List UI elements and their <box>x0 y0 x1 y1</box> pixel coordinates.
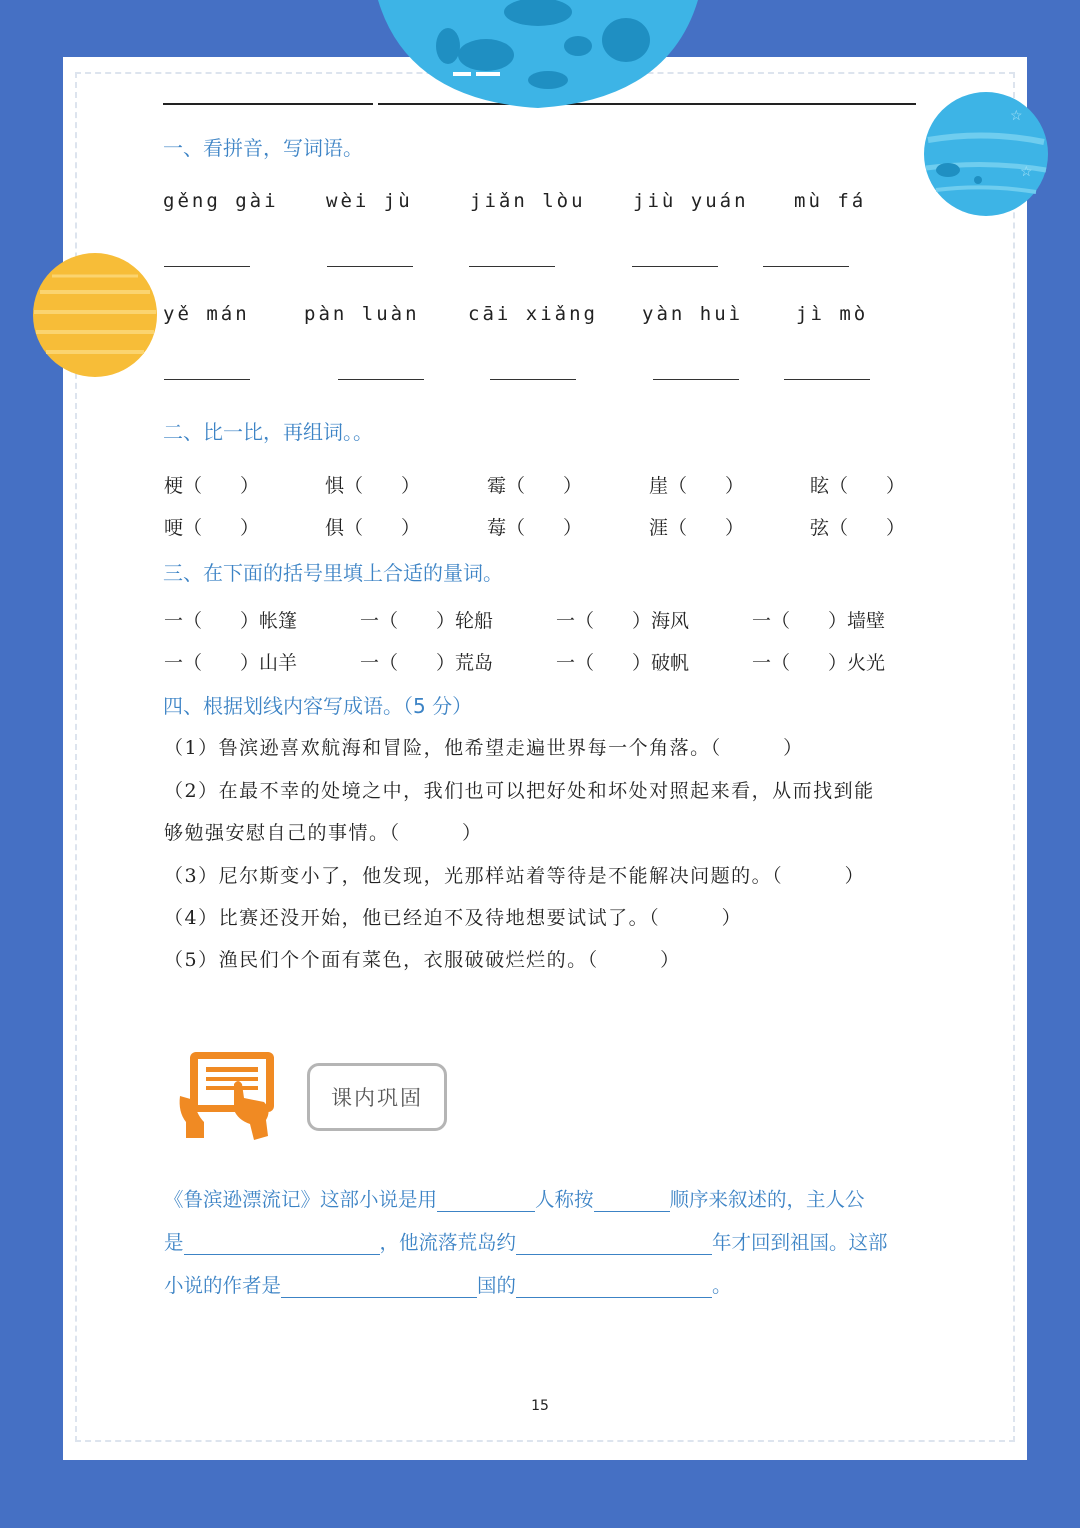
compare-item: 涯（ ） <box>649 517 745 539</box>
measure-item: 一（ ）帐篷 <box>164 610 298 632</box>
measure-item: 一（ ）火光 <box>752 652 886 674</box>
section-3-title: 三、在下面的括号里填上合适的量词。 <box>163 561 503 585</box>
measure-item: 一（ ）墙壁 <box>752 610 886 632</box>
answer-blank[interactable] <box>632 266 718 267</box>
review-text: 年才回到祖国。这部 <box>712 1231 888 1254</box>
pinyin-item: jiǎn lòu <box>470 190 586 212</box>
idiom-sentence: 够勉强安慰自己的事情。（ ） <box>164 822 483 844</box>
review-blank[interactable] <box>281 1277 477 1298</box>
review-blank[interactable] <box>516 1277 712 1298</box>
pinyin-item: cāi xiǎng <box>468 303 598 325</box>
pinyin-item: yě mán <box>163 303 250 325</box>
answer-blank[interactable] <box>327 266 413 267</box>
compare-item: 眩（ ） <box>810 475 906 497</box>
compare-item: 霉（ ） <box>487 475 583 497</box>
pinyin-item: wèi jù <box>326 190 413 212</box>
compare-item: 哽（ ） <box>164 517 260 539</box>
measure-item: 一（ ）轮船 <box>360 610 494 632</box>
answer-blank[interactable] <box>164 266 250 267</box>
review-line-2 <box>164 1227 888 1255</box>
answer-blank[interactable] <box>469 266 555 267</box>
answer-blank[interactable] <box>763 266 849 267</box>
review-text: 人称按 <box>535 1188 594 1211</box>
answer-blank[interactable] <box>784 379 870 380</box>
measure-item: 一（ ）山羊 <box>164 652 298 674</box>
measure-item: 一（ ）海风 <box>556 610 690 632</box>
idiom-sentence: （5）渔民们个个面有菜色，衣服破破烂烂的。（ ） <box>164 949 681 971</box>
pinyin-item: pàn luàn <box>304 303 420 325</box>
review-blank[interactable] <box>184 1234 380 1255</box>
compare-item: 弦（ ） <box>810 517 906 539</box>
review-blank[interactable] <box>594 1191 670 1212</box>
review-text: 是 <box>164 1231 184 1254</box>
compare-item: 惧（ ） <box>325 475 421 497</box>
review-text: 《鲁滨逊漂流记》这部小说是用 <box>164 1188 438 1211</box>
answer-blank[interactable] <box>338 379 424 380</box>
header-line <box>163 103 373 105</box>
idiom-sentence: （4）比赛还没开始，他已经迫不及待地想要试试了。（ ） <box>164 907 743 929</box>
review-text: 小说的作者是 <box>164 1274 282 1297</box>
review-button[interactable]: 课内巩固 <box>307 1063 447 1131</box>
review-blank[interactable] <box>437 1191 535 1212</box>
pinyin-item: mù fá <box>794 190 867 212</box>
page-number: 15 <box>531 1398 549 1414</box>
pinyin-item: jì mò <box>796 303 869 325</box>
review-line-1 <box>164 1184 865 1212</box>
svg-text:☆: ☆ <box>1010 108 1023 124</box>
yellow-planet-icon <box>32 252 158 378</box>
pinyin-item: yàn huì <box>642 303 744 325</box>
review-text: 顺序来叙述的，主人公 <box>669 1188 865 1211</box>
review-text: 国的 <box>477 1274 517 1297</box>
pinyin-item: jiù yuán <box>633 190 749 212</box>
blue-planet-icon <box>922 90 1050 218</box>
review-blank[interactable] <box>516 1234 712 1255</box>
review-line-3 <box>164 1270 732 1298</box>
svg-text:☆: ☆ <box>1020 164 1033 180</box>
idiom-sentence: （1）鲁滨逊喜欢航海和冒险，他希望走遍世界每一个角落。（ ） <box>164 737 804 759</box>
answer-blank[interactable] <box>164 379 250 380</box>
review-text: ，他流落荒岛约 <box>379 1231 517 1254</box>
measure-item: 一（ ）破帆 <box>556 652 690 674</box>
compare-item: 崖（ ） <box>649 475 745 497</box>
measure-item: 一（ ）荒岛 <box>360 652 494 674</box>
review-text: 。 <box>712 1274 732 1297</box>
idiom-sentence: （3）尼尔斯变小了，他发现，光那样站着等待是不能解决问题的。（ ） <box>164 865 866 887</box>
compare-item: 俱（ ） <box>325 517 421 539</box>
idiom-sentence: （2）在最不幸的处境之中，我们也可以把好处和坏处对照起来看，从而找到能 <box>164 780 875 802</box>
tablet-hands-icon <box>176 1050 278 1142</box>
section-4-title: 四、根据划线内容写成语。（5 分） <box>163 694 473 718</box>
answer-blank[interactable] <box>490 379 576 380</box>
pinyin-item: gěng gài <box>163 190 279 212</box>
blue-moon-icon <box>368 0 708 112</box>
compare-item: 梗（ ） <box>164 475 260 497</box>
section-2-title: 二、比一比，再组词。。 <box>163 420 373 444</box>
section-1-title: 一、看拼音，写词语。 <box>163 136 363 160</box>
compare-item: 莓（ ） <box>487 517 583 539</box>
answer-blank[interactable] <box>653 379 739 380</box>
